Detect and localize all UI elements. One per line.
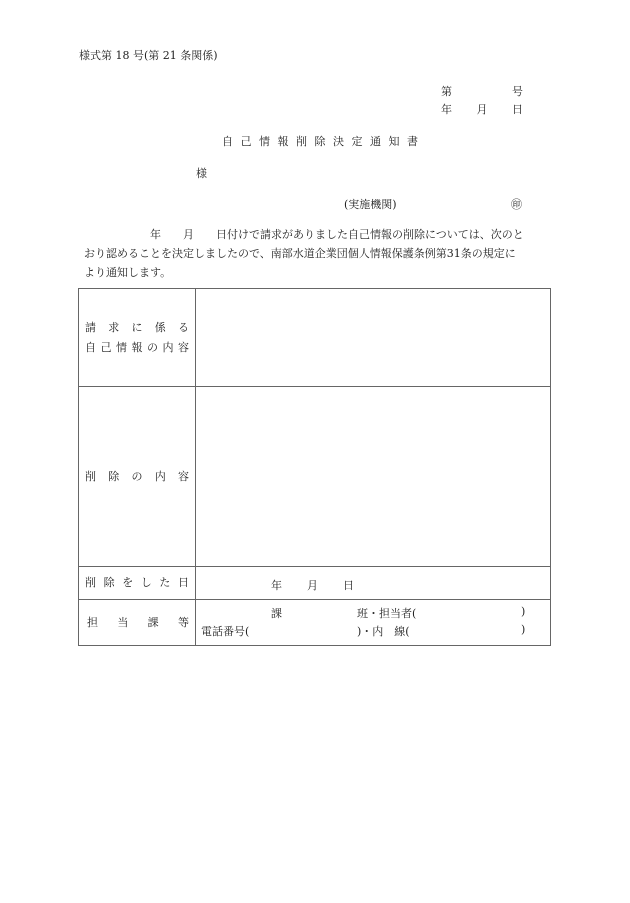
number-suffix: 号 bbox=[512, 85, 523, 98]
seal-icon: ㊞ bbox=[511, 198, 522, 211]
label-responsible-section: 担 当 課 等 bbox=[79, 600, 196, 646]
body-line-3: より通知します。 bbox=[84, 266, 172, 279]
value-requested-info[interactable] bbox=[196, 289, 551, 387]
issuer-label: (実施機関) bbox=[344, 198, 397, 211]
table-row-deletion-date bbox=[79, 567, 551, 600]
form-number: 様式第 18 号(第 21 条関係) bbox=[79, 49, 218, 62]
table-row-responsible-section bbox=[79, 600, 551, 646]
section-label: 課 bbox=[271, 607, 282, 620]
deletion-form-table bbox=[78, 288, 551, 646]
label-requested-info: 請 求 に 係 る 自 己 情 報 の 内 容 bbox=[79, 289, 196, 387]
label-deletion-content: 削 除 の 内 容 bbox=[79, 387, 196, 567]
addressee-suffix: 様 bbox=[196, 167, 207, 180]
deletion-month: 月 bbox=[307, 579, 318, 592]
close-paren-1: ) bbox=[521, 605, 526, 618]
date-month: 月 bbox=[476, 103, 488, 116]
table-row-requested-info bbox=[79, 289, 551, 387]
value-responsible-section[interactable] bbox=[196, 600, 551, 646]
deletion-year: 年 bbox=[271, 579, 282, 592]
close-paren-2: ) bbox=[521, 623, 526, 636]
value-deletion-date[interactable] bbox=[196, 567, 551, 600]
extension-label: )・内 線( bbox=[357, 625, 410, 638]
label-deletion-date: 削 除 を し た 日 bbox=[79, 567, 196, 600]
issue-date bbox=[441, 101, 523, 117]
value-deletion-content[interactable] bbox=[196, 387, 551, 567]
document-title: 自己情報削除決定通知書 bbox=[222, 135, 426, 148]
body-line-2: おり認めることを決定しましたので、南部水道企業団個人情報保護条例第31条の規定に bbox=[84, 247, 516, 260]
body-text bbox=[86, 225, 551, 282]
date-day: 日 bbox=[512, 103, 523, 116]
team-person-label: 班・担当者( bbox=[357, 607, 417, 620]
document-number bbox=[441, 83, 523, 99]
number-prefix: 第 bbox=[441, 85, 452, 98]
table-row-deletion-content bbox=[79, 387, 551, 567]
body-line-1: 年 月 日付けで請求がありました自己情報の削除については、次のと bbox=[150, 228, 524, 241]
deletion-day: 日 bbox=[343, 579, 354, 592]
date-year: 年 bbox=[441, 103, 452, 116]
phone-label: 電話番号( bbox=[201, 625, 250, 638]
